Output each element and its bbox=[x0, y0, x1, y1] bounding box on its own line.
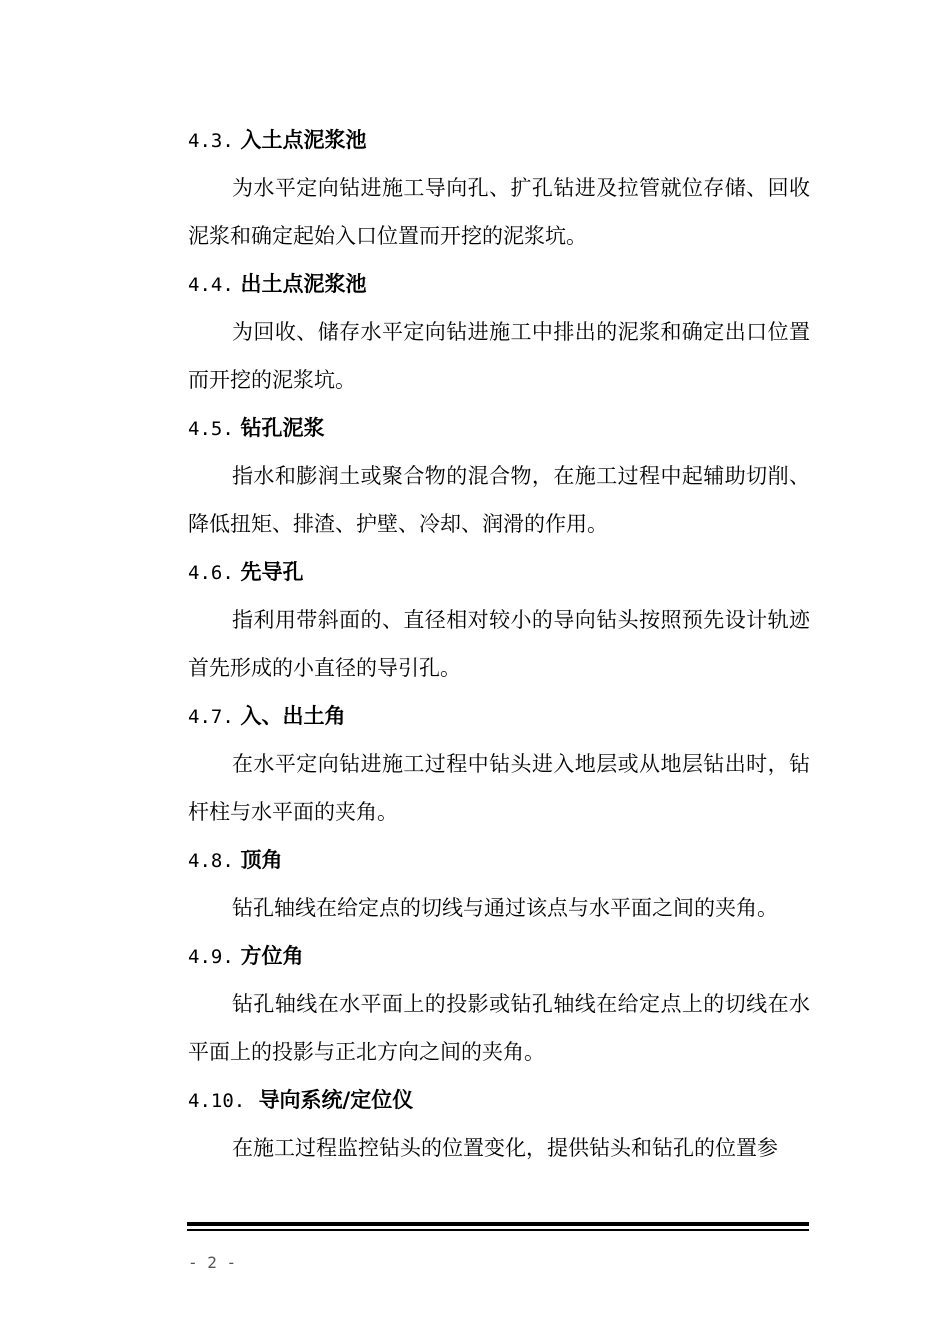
section-title: 导向系统/定位仪 bbox=[258, 1088, 414, 1112]
document-body bbox=[188, 116, 810, 1172]
footer-rule-thin bbox=[187, 1229, 809, 1231]
section-number: 4.3. bbox=[188, 130, 234, 152]
section-title: 入、出土角 bbox=[240, 704, 346, 728]
section-heading bbox=[188, 260, 810, 308]
section-paragraph: 为水平定向钻进施工导向孔、扩孔钻进及拉管就位存储、回收泥浆和确定起始入口位置而开挖的泥浆坑。 bbox=[188, 176, 810, 248]
section-paragraph: 在水平定向钻进施工过程中钻头进入地层或从地层钻出时，钻杆柱与水平面的夹角。 bbox=[188, 752, 810, 824]
section-title: 方位角 bbox=[240, 944, 304, 968]
section-4-5 bbox=[188, 404, 810, 548]
section-number: 4.9. bbox=[188, 946, 234, 968]
section-number: 4.8. bbox=[188, 850, 234, 872]
page-number: - 2 - bbox=[188, 1253, 237, 1272]
section-4-6 bbox=[188, 548, 810, 692]
section-paragraph: 指水和膨润土或聚合物的混合物，在施工过程中起辅助切削、降低扭矩、排渣、护壁、冷却、润滑的作用。 bbox=[188, 464, 810, 536]
section-4-7 bbox=[188, 692, 810, 836]
section-number: 4.4. bbox=[188, 274, 234, 296]
footer-rule-thick bbox=[187, 1222, 809, 1226]
section-title: 入土点泥浆池 bbox=[240, 128, 367, 152]
section-number: 4.6. bbox=[188, 562, 234, 584]
section-paragraph: 钻孔轴线在水平面上的投影或钻孔轴线在给定点上的切线在水平面上的投影与正北方向之间的夹角。 bbox=[188, 992, 810, 1064]
section-4-10 bbox=[188, 1076, 810, 1172]
section-heading bbox=[188, 404, 810, 452]
section-number: 4.5. bbox=[188, 418, 234, 440]
section-4-3 bbox=[188, 116, 810, 260]
section-paragraph: 为回收、储存水平定向钻进施工中排出的泥浆和确定出口位置而开挖的泥浆坑。 bbox=[188, 320, 810, 392]
section-number: 4.7. bbox=[188, 706, 234, 728]
footer-divider bbox=[187, 1222, 809, 1232]
section-title: 钻孔泥浆 bbox=[240, 416, 325, 440]
section-4-9 bbox=[188, 932, 810, 1076]
section-heading bbox=[188, 116, 810, 164]
section-paragraph: 在施工过程监控钻头的位置变化，提供钻头和钻孔的位置参 bbox=[232, 1136, 778, 1160]
section-4-4 bbox=[188, 260, 810, 404]
section-heading bbox=[188, 836, 810, 884]
section-title: 顶角 bbox=[240, 848, 283, 872]
section-paragraph: 钻孔轴线在给定点的切线与通过该点与水平面之间的夹角。 bbox=[232, 896, 778, 920]
section-heading bbox=[188, 932, 810, 980]
section-heading bbox=[188, 692, 810, 740]
section-title: 出土点泥浆池 bbox=[240, 272, 367, 296]
section-heading bbox=[188, 1076, 810, 1124]
section-number: 4.10. bbox=[188, 1090, 246, 1112]
section-title: 先导孔 bbox=[240, 560, 304, 584]
section-paragraph: 指利用带斜面的、直径相对较小的导向钻头按照预先设计轨迹首先形成的小直径的导引孔。 bbox=[188, 608, 810, 680]
section-4-8 bbox=[188, 836, 810, 932]
section-heading bbox=[188, 548, 810, 596]
